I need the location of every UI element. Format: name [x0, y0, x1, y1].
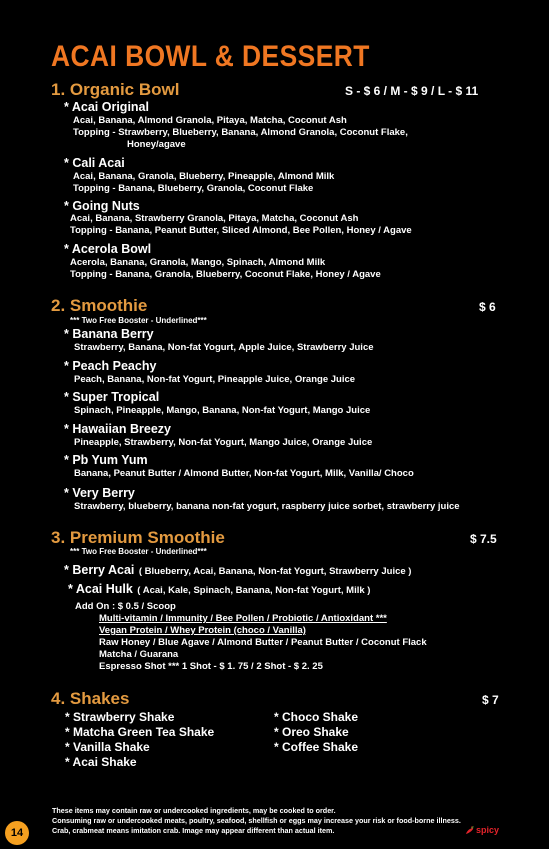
item-desc: Strawberry, blueberry, banana non-fat yogurt, raspberry juice sorbet, strawberry juice — [74, 501, 460, 512]
page-number: 14 — [10, 827, 24, 839]
item-desc: Topping - Strawberry, Blueberry, Banana, Almond Granola, Coconut Flake, — [73, 127, 408, 138]
item-desc: Acai, Banana, Granola, Blueberry, Pineapple, Almond Milk — [73, 171, 335, 182]
list-item: * Choco Shake — [274, 710, 359, 724]
spicy-legend — [465, 825, 499, 835]
chili-pepper-icon — [465, 825, 475, 835]
page-title: ACAI BOWL & DESSERT — [51, 40, 370, 73]
footer-disclaimer-2: Consuming raw or undercooked meats, poultry, seafood, shellfish or eggs may increase your risk or food-borne illness. — [52, 816, 461, 825]
shakes-column-1 — [65, 710, 214, 770]
premium-smoothie-price: $ 7.5 — [470, 532, 497, 546]
item-name: * Going Nuts — [64, 199, 140, 213]
list-item: * Matcha Green Tea Shake — [65, 725, 215, 739]
booster-note: *** Two Free Booster - Underlined*** — [70, 547, 207, 556]
spicy-label: spicy — [476, 825, 500, 835]
list-item: * Strawberry Shake — [65, 710, 175, 724]
addon-proteins: Vegan Protein / Whey Protein (choco / Vanilla) — [99, 625, 306, 636]
item-desc: ( Acai, Kale, Spinach, Banana, Non-fat Yogurt, Milk ) — [137, 585, 371, 596]
addon-extras: Matcha / Guarana — [99, 649, 179, 660]
organic-bowl-price: S - $ 6 / M - $ 9 / L - $ 11 — [345, 84, 479, 98]
item-desc: Spinach, Pineapple, Mango, Banana, Non-fat Yogurt, Mango Juice — [74, 405, 371, 416]
item-name: * Banana Berry — [64, 327, 154, 341]
item-desc: Honey/agave — [127, 139, 186, 150]
list-item: * Coffee Shake — [274, 740, 359, 754]
booster-note: *** Two Free Booster - Underlined*** — [70, 316, 207, 325]
section-heading-premium-smoothie: 3. Premium Smoothie — [51, 528, 225, 547]
addon-espresso: Espresso Shot *** 1 Shot - $ 1. 75 / 2 Shot - $ 2. 25 — [99, 661, 323, 672]
item-desc: Pineapple, Strawberry, Non-fat Yogurt, Mango Juice, Orange Juice — [74, 437, 373, 448]
item-name: * Super Tropical — [64, 390, 160, 404]
item-name: * Acai Original — [64, 100, 149, 114]
item-desc: Topping - Banana, Granola, Blueberry, Coconut Flake, Honey / Agave — [70, 269, 381, 280]
item-desc: Acai, Banana, Strawberry Granola, Pitaya, Matcha, Coconut Ash — [70, 213, 359, 224]
section-heading-smoothie: 2. Smoothie — [51, 296, 148, 315]
item-desc: Strawberry, Banana, Non-fat Yogurt, Apple Juice, Strawberry Juice — [74, 342, 374, 353]
item-name: * Peach Peachy — [64, 359, 157, 373]
footer-disclaimer-3: Crab, crabmeat means imitation crab. Image may appear different than actual item. — [52, 826, 335, 835]
addon-boosters: Multi-vitamin / Immunity / Bee Pollen / Probiotic / Antioxidant *** — [99, 613, 387, 624]
item-name: * Very Berry — [64, 486, 135, 500]
footer-disclaimer-1: These items may contain raw or undercooked ingredients, may be cooked to order. — [52, 806, 336, 815]
item-desc: Topping - Banana, Blueberry, Granola, Coconut Flake — [73, 183, 314, 194]
item-desc: Banana, Peanut Butter / Almond Butter, Non-fat Yogurt, Milk, Vanilla/ Choco — [74, 468, 414, 479]
item-name: * Pb Yum Yum — [64, 453, 148, 467]
shakes-column-2 — [274, 710, 358, 755]
item-name: * Berry Acai — [64, 563, 135, 577]
list-item: * Vanilla Shake — [65, 740, 150, 754]
menu-item — [64, 561, 411, 579]
item-desc: Acerola, Banana, Granola, Mango, Spinach, Almond Milk — [70, 257, 326, 268]
item-desc: Acai, Banana, Almond Granola, Pitaya, Matcha, Coconut Ash — [73, 115, 347, 126]
shakes-price: $ 7 — [482, 693, 499, 707]
item-name: * Acai Hulk — [68, 582, 133, 596]
item-desc: ( Blueberry, Acai, Banana, Non-fat Yogurt, Strawberry Juice ) — [138, 566, 412, 577]
page-number-badge — [5, 821, 29, 845]
item-desc: Peach, Banana, Non-fat Yogurt, Pineapple Juice, Orange Juice — [74, 374, 356, 385]
smoothie-price: $ 6 — [479, 300, 496, 314]
item-desc: Topping - Banana, Peanut Butter, Sliced Almond, Bee Pollen, Honey / Agave — [70, 225, 412, 236]
list-item: * Acai Shake — [65, 755, 137, 769]
section-heading-organic-bowl: 1. Organic Bowl — [51, 80, 180, 99]
section-heading-shakes: 4. Shakes — [51, 689, 130, 708]
item-name: * Cali Acai — [64, 156, 125, 170]
menu-item — [68, 580, 370, 598]
list-item: * Oreo Shake — [274, 725, 349, 739]
addon-label: Add On : $ 0.5 / Scoop — [75, 601, 176, 612]
item-name: * Hawaiian Breezy — [64, 422, 171, 436]
addon-toppings: Raw Honey / Blue Agave / Almond Butter / Peanut Butter / Coconut Flack — [99, 637, 427, 648]
item-name: * Acerola Bowl — [64, 242, 152, 256]
